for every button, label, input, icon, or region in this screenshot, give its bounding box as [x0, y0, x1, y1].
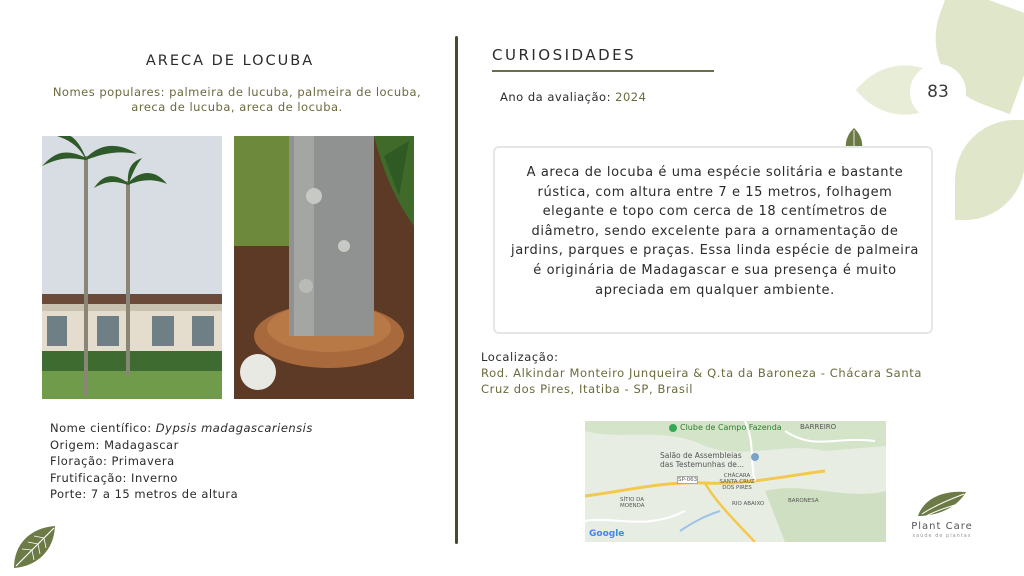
- trunk-illustration: [234, 136, 414, 399]
- leaf-icon: [10, 522, 60, 572]
- popular-names: Nomes populares: palmeira de lucuba, palmeira de locuba, areca de lucuba, areca de locuba.: [52, 85, 422, 114]
- brand-name: Plant Care: [911, 521, 973, 532]
- leaf-bg-right: [955, 120, 1024, 220]
- scientific-name: Nome científico: Dypsis madagascariensis: [50, 421, 313, 435]
- map-label-baronesa: BARONESA: [788, 498, 819, 504]
- size: Porte: 7 a 15 metros de altura: [50, 487, 239, 501]
- scientific-name-value: Dypsis madagascariensis: [155, 421, 313, 435]
- fruiting: Frutificação: Inverno: [50, 470, 178, 485]
- flowering: Floração: Primavera: [50, 454, 175, 468]
- title-underline: [492, 70, 714, 72]
- page-number: 83: [910, 64, 966, 120]
- trunk-closeup-photo: [234, 136, 414, 399]
- map-label-rio-abaixo: RIO ABAIXO: [732, 501, 765, 507]
- origin: Origem: Madagascar: [50, 437, 179, 452]
- evaluation-year: Ano da avaliação: 2024: [500, 90, 647, 104]
- map-label-chacara: CHÁCARA SANTA CRUZ DOS PIRES: [719, 473, 755, 491]
- map-label-sitio: SÍTIO DA MOENDA: [620, 497, 645, 509]
- palm-trees-photo: [42, 136, 222, 399]
- plant-care-logo-icon: [914, 488, 970, 520]
- location-value: Rod. Alkindar Monteiro Junqueira & Q.ta da Baroneza - Chácara Santa Cruz dos Pires, Itatiba - SP, Brasil: [481, 366, 922, 396]
- vertical-divider: [455, 36, 458, 544]
- map-label-salao: Salão de Assembleias das Testemunhas de...: [660, 451, 745, 469]
- location-label: Localização:: [481, 350, 559, 364]
- brand-subtitle: saúde de plantas: [912, 533, 972, 539]
- plant-title: ARECA DE LOCUBA: [145, 53, 315, 69]
- map-label-sp063: SP-063: [678, 477, 698, 483]
- section-title: CURIOSIDADES: [492, 46, 637, 64]
- google-logo: Google: [589, 529, 625, 539]
- location-map[interactable]: [585, 421, 886, 542]
- map-label-club: Clube de Campo Fazenda: [680, 423, 782, 432]
- map-label-barreiro: BARREIRO: [800, 423, 837, 431]
- palm-trees-illustration: [42, 136, 222, 399]
- curiosity-text: A areca de locuba é uma espécie solitária e bastante rústica, com altura entre 7 e 15 metros, folhagem elegante e topo com cerca de 18 centímetros de diâmetro, sendo excelente para a ornamentação de jardins, parques e praças. Essa linda espécie de palmeira é originária de Madagascar e sua presença é muito apreciada em qualquer ambiente.: [511, 165, 919, 298]
- plant-specs: [50, 420, 313, 503]
- year-value: 2024: [615, 90, 647, 104]
